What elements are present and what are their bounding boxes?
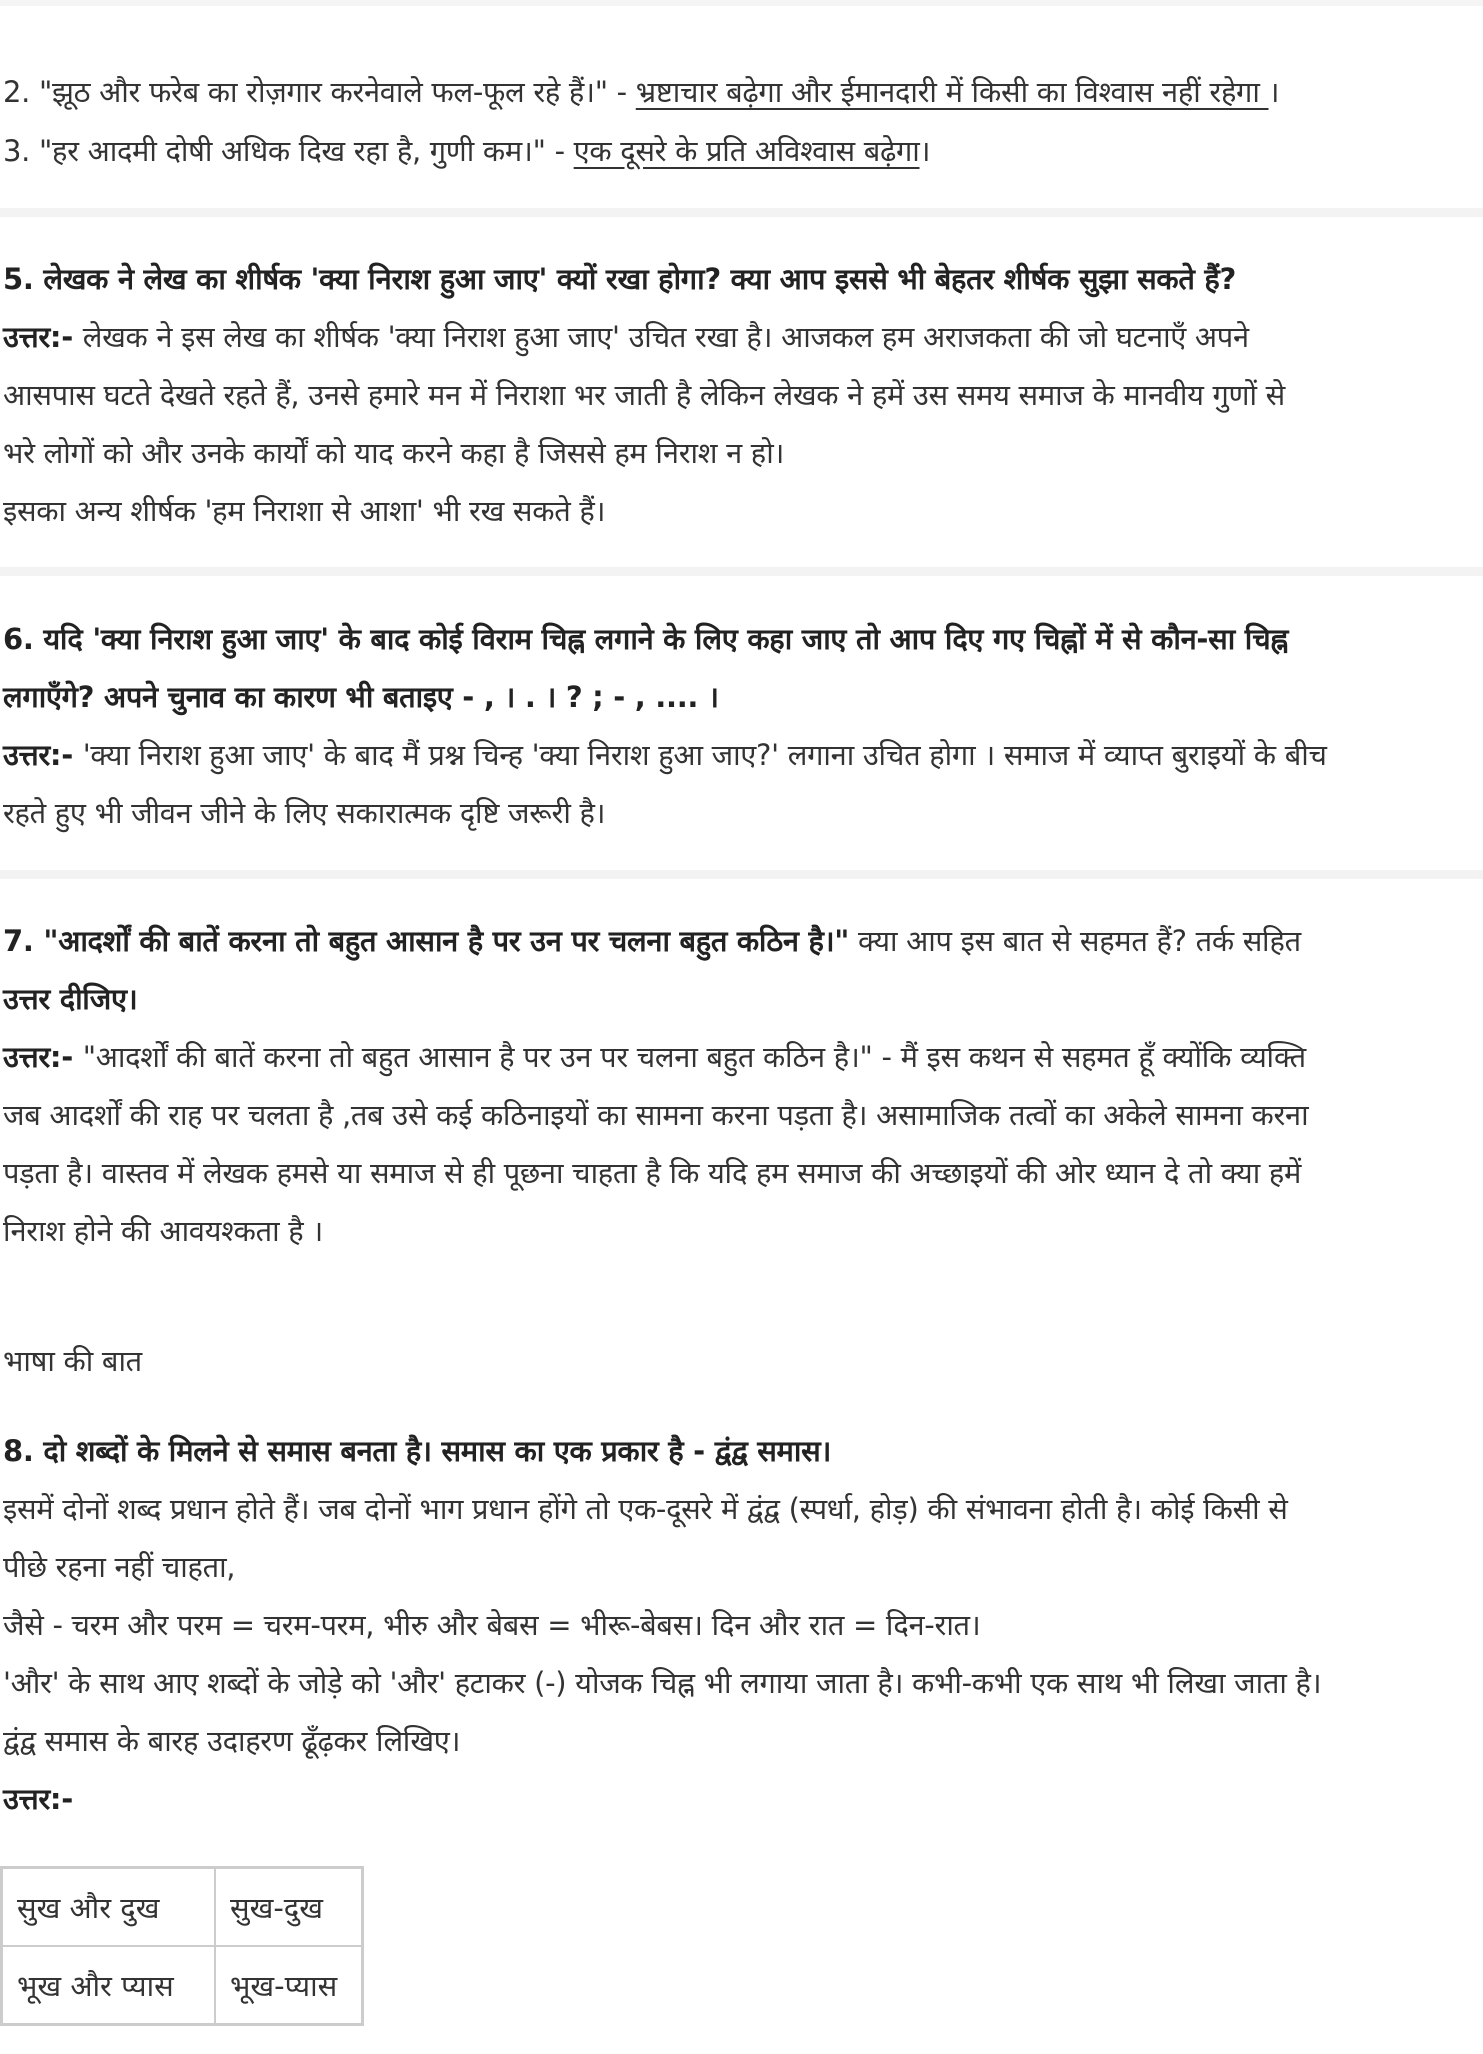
answer-7-line-3: पड़ता है। वास्तव में लेखक हमसे या समाज से ही पूछना चाहता है कि यदि हम समाज की अच्छाइयों की ओर ध्यान दे तो क्या हमें <box>3 1156 1302 1190</box>
table-cell: सुख और दुख <box>2 1868 216 1947</box>
item-3-answer: एक दूसरे के प्रति अविश्वास बढ़ेगा <box>573 134 920 168</box>
section-separator <box>0 567 1483 576</box>
table-row <box>2 1946 363 2025</box>
answer-text: "आदर्शों की बातें करना तो बहुत आसान है पर उन पर चलना बहुत कठिन है।" - मैं इस कथन से सहमत हूँ क्योंकि व्यक्ति <box>82 1040 1306 1074</box>
answer-7-line-4: निराश होने की आवयश्कता है । <box>3 1214 323 1248</box>
answer-5-line-2: आसपास घटते देखते रहते हैं, उनसे हमारे मन में निराशा भर जाती है लेकिन लेखक ने हमें उस समय समाज के मानवीय गुणों से <box>3 378 1285 412</box>
question-7-line-2: उत्तर दीजिए। <box>3 982 138 1016</box>
item-2 <box>3 63 1478 121</box>
samas-table <box>0 1866 364 2026</box>
section-title: भाषा की बात <box>3 1344 142 1378</box>
answer-7-line-2: जब आदर्शों की राह पर चलता है ,तब उसे कई कठिनाइयों का सामना करना पड़ता है। असामाजिक तत्वों का अकेले सामना करना <box>3 1098 1309 1132</box>
item-2-end: । <box>1268 75 1280 109</box>
answer-text: 'क्या निराश हुआ जाए' के बाद मैं प्रश्न चिन्ह 'क्या निराश हुआ जाए?' लगाना उचित होगा । समाज में व्याप्त बुराइयों के बीच <box>82 738 1327 772</box>
question-7-rest: क्या आप इस बात से सहमत हैं? तर्क सहित <box>849 924 1301 958</box>
answer-label: उत्तर:- <box>3 1040 83 1074</box>
answer-7-line-1 <box>3 1028 1478 1086</box>
question-8-line-4: जैसे - चरम और परम = चरम-परम, भीरु और बेबस = भीरू-बेबस। दिन और रात = दिन-रात। <box>3 1608 981 1642</box>
section-separator <box>0 870 1483 879</box>
question-5: 5. लेखक ने लेख का शीर्षक 'क्या निराश हुआ जाए' क्यों रखा होगा? क्या आप इससे भी बेहतर शीर्षक सुझा सकते हैं? <box>3 262 1236 296</box>
question-6-line-2: लगाएँगे? अपने चुनाव का कारण भी बताइए - , । . । ? ; - , .... । <box>3 680 719 714</box>
table-cell: सुख-दुख <box>215 1868 363 1947</box>
table-cell: भूख और प्यास <box>2 1946 216 2025</box>
question-7-line-1 <box>3 912 1478 970</box>
answer-6-line-1 <box>3 726 1478 784</box>
answer-8-label: उत्तर:- <box>3 1782 73 1816</box>
answer-5-line-1 <box>3 308 1478 366</box>
question-8-line-1: 8. दो शब्दों के मिलने से समास बनता है। समास का एक प्रकार है - द्वंद्व समास। <box>3 1434 832 1468</box>
section-separator <box>0 208 1483 217</box>
question-7-bold: 7. "आदर्शों की बातें करना तो बहुत आसान है पर उन पर चलना बहुत कठिन है।" <box>3 924 850 958</box>
item-3-end: । <box>919 134 931 168</box>
answer-label: उत्तर:- <box>3 320 83 354</box>
table-cell: भूख-प्यास <box>215 1946 363 2025</box>
item-2-answer: भ्रष्टाचार बढ़ेगा और ईमानदारी में किसी का विश्वास नहीं रहेगा <box>635 75 1269 109</box>
item-2-text: 2. "झूठ और फरेब का रोज़गार करनेवाले फल-फूल रहे हैं।" - <box>3 75 636 109</box>
answer-5-line-3: भरे लोगों को और उनके कार्यों को याद करने कहा है जिससे हम निराश न हो। <box>3 436 785 470</box>
table-row <box>2 1868 363 1947</box>
item-3 <box>3 122 1478 180</box>
question-8-line-5: 'और' के साथ आए शब्दों के जोड़े को 'और' हटाकर (-) योजक चिह्न भी लगाया जाता है। कभी-कभी एक साथ भी लिखा जाता है। <box>3 1666 1322 1700</box>
answer-6-line-2: रहते हुए भी जीवन जीने के लिए सकारात्मक दृष्टि जरूरी है। <box>3 796 606 830</box>
answer-5-line-4: इसका अन्य शीर्षक 'हम निराशा से आशा' भी रख सकते हैं। <box>3 494 606 528</box>
question-8-line-6: द्वंद्व समास के बारह उदाहरण ढूँढ़कर लिखिए। <box>3 1724 461 1758</box>
item-3-text: 3. "हर आदमी दोषी अधिक दिख रहा है, गुणी कम।" - <box>3 134 574 168</box>
answer-label: उत्तर:- <box>3 738 83 772</box>
question-6-line-1: 6. यदि 'क्या निराश हुआ जाए' के बाद कोई विराम चिह्न लगाने के लिए कहा जाए तो आप दिए गए चिह्नों में से कौन-सा चिह्न <box>3 622 1289 656</box>
question-8-line-3: पीछे रहना नहीं चाहता, <box>3 1550 236 1584</box>
top-separator <box>0 0 1483 6</box>
answer-text: लेखक ने इस लेख का शीर्षक 'क्या निराश हुआ जाए' उचित रखा है। आजकल हम अराजकता की जो घटनाएँ अपने <box>82 320 1249 354</box>
question-8-line-2: इसमें दोनों शब्द प्रधान होते हैं। जब दोनों भाग प्रधान होंगे तो एक-दूसरे में द्वंद्व (स्पर्धा, होड़) की संभावना होती है। कोई किसी से <box>3 1492 1288 1526</box>
